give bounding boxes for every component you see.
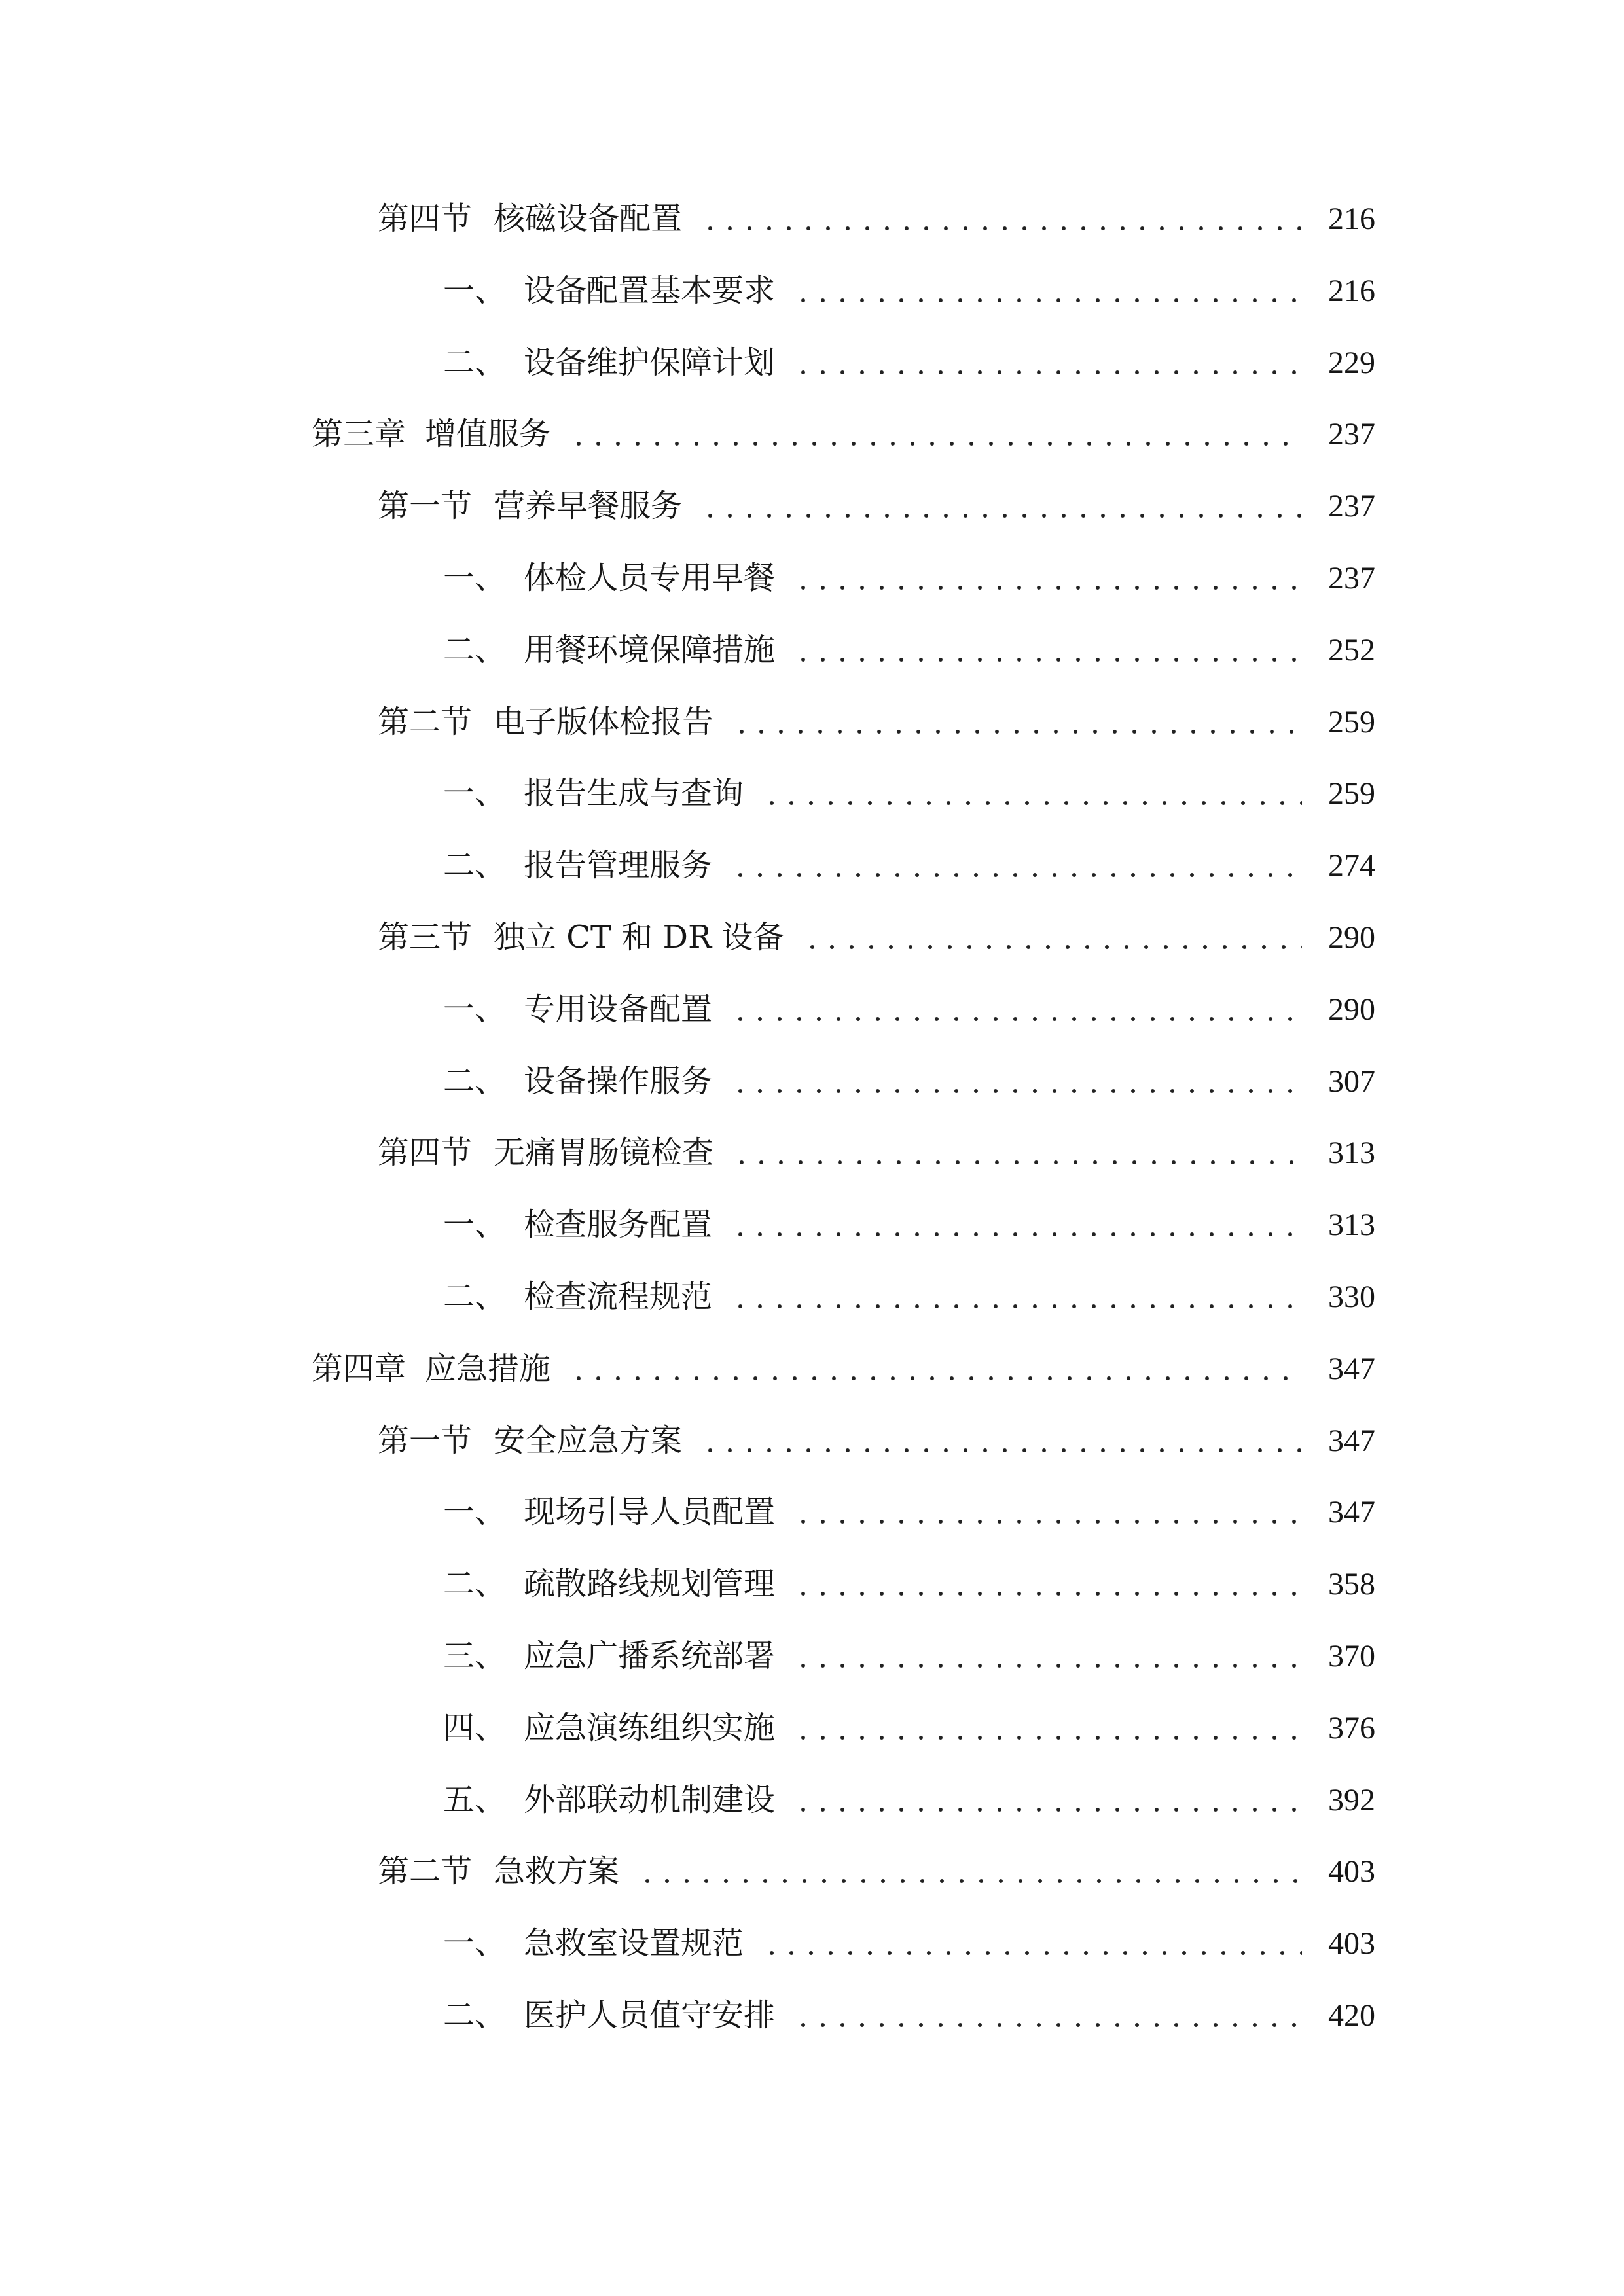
- toc-subsection-entry: [0, 1261, 1375, 1333]
- toc-section-entry: [0, 1117, 1375, 1189]
- entry-title: 外部联动机制建设: [524, 1781, 776, 1818]
- toc-section-entry: [0, 1405, 1375, 1477]
- toc-subsection-entry: [0, 1477, 1375, 1549]
- entry-page-number: 370: [1328, 1638, 1375, 1674]
- entry-title: 专用设备配置: [524, 990, 713, 1028]
- entry-number: 一、: [443, 1925, 507, 1962]
- dot-leader: [789, 1765, 1302, 1837]
- entry-number: 一、: [443, 990, 507, 1028]
- toc-subsection-entry: [0, 1621, 1375, 1693]
- entry-page-number: 259: [1328, 776, 1375, 812]
- dot-leader: [696, 1405, 1302, 1477]
- entry-page-number: 330: [1328, 1279, 1375, 1314]
- entry-page-number: 347: [1328, 1351, 1375, 1386]
- toc-section-entry: [0, 183, 1375, 255]
- entry-title: 设备配置基本要求: [524, 272, 776, 309]
- entry-title: 用餐环境保障措施: [524, 631, 776, 668]
- entry-title: 安全应急方案: [494, 1422, 683, 1459]
- entry-page-number: 237: [1328, 489, 1375, 524]
- entry-number: 二、: [443, 847, 507, 884]
- toc-subsection-entry: [0, 830, 1375, 902]
- dot-leader: [789, 1621, 1302, 1693]
- entry-page-number: 376: [1328, 1710, 1375, 1746]
- dot-leader: [789, 1477, 1302, 1549]
- entry-title: 设备维护保障计划: [524, 344, 776, 381]
- dot-leader: [727, 1261, 1302, 1333]
- entry-number: 第一节: [378, 1422, 473, 1459]
- toc-chapter-entry: [0, 399, 1375, 471]
- entry-title: 急救方案: [494, 1853, 620, 1890]
- entry-number: 四、: [443, 1709, 507, 1746]
- entry-title: 急救室设置规范: [524, 1925, 744, 1962]
- toc-subsection-entry: [0, 974, 1375, 1046]
- entry-number: 第三章: [312, 416, 406, 453]
- dot-leader: [728, 1117, 1302, 1189]
- entry-page-number: 237: [1328, 417, 1375, 452]
- entry-number: 第三节: [378, 918, 473, 956]
- entry-page-number: 290: [1328, 920, 1375, 955]
- entry-title: 检查流程规范: [524, 1278, 713, 1315]
- entry-title: 应急演练组织实施: [524, 1709, 776, 1746]
- entry-page-number: 229: [1328, 345, 1375, 380]
- toc-subsection-entry: [0, 255, 1375, 327]
- dot-leader: [789, 1980, 1302, 2052]
- toc-subsection-entry: [0, 615, 1375, 687]
- entry-number: 一、: [443, 1494, 507, 1531]
- entry-page-number: 313: [1328, 1208, 1375, 1243]
- entry-number: 第四节: [378, 200, 473, 237]
- entry-page-number: 274: [1328, 848, 1375, 884]
- dot-leader: [634, 1836, 1302, 1908]
- entry-number: 二、: [443, 631, 507, 668]
- entry-title: 核磁设备配置: [494, 200, 683, 237]
- entry-page-number: 216: [1328, 273, 1375, 308]
- entry-page-number: 252: [1328, 632, 1375, 668]
- toc-section-entry: [0, 687, 1375, 759]
- entry-number: 第二节: [378, 703, 473, 740]
- entry-page-number: 392: [1328, 1782, 1375, 1818]
- entry-title: 现场引导人员配置: [524, 1494, 776, 1531]
- entry-number: 三、: [443, 1637, 507, 1674]
- entry-page-number: 358: [1328, 1567, 1375, 1602]
- entry-page-number: 403: [1328, 1926, 1375, 1962]
- entry-title: 独立 CT 和 DR 设备: [494, 918, 785, 956]
- dot-leader: [789, 327, 1302, 399]
- entry-title: 应急广播系统部署: [524, 1637, 776, 1674]
- toc-subsection-entry: [0, 758, 1375, 830]
- dot-leader: [789, 1549, 1302, 1621]
- toc-subsection-entry: [0, 327, 1375, 399]
- entry-number: 一、: [443, 1206, 507, 1244]
- entry-page-number: 259: [1328, 704, 1375, 740]
- entry-number: 一、: [443, 559, 507, 596]
- toc-subsection-entry: [0, 1765, 1375, 1837]
- entry-number: 二、: [443, 1062, 507, 1100]
- table-of-contents: [0, 183, 1375, 2052]
- entry-title: 医护人员值守安排: [524, 1996, 776, 2034]
- dot-leader: [789, 255, 1302, 327]
- entry-title: 设备操作服务: [524, 1062, 713, 1100]
- entry-title: 营养早餐服务: [494, 488, 683, 525]
- entry-page-number: 307: [1328, 1064, 1375, 1099]
- toc-subsection-entry: [0, 1980, 1375, 2052]
- dot-leader: [727, 974, 1302, 1046]
- entry-page-number: 216: [1328, 202, 1375, 236]
- entry-page-number: 403: [1328, 1854, 1375, 1890]
- toc-chapter-entry: [0, 1333, 1375, 1405]
- entry-number: 第四节: [378, 1134, 473, 1172]
- dot-leader: [728, 687, 1302, 759]
- dot-leader: [727, 1046, 1302, 1118]
- dot-leader: [696, 471, 1302, 543]
- entry-number: 一、: [443, 272, 507, 309]
- entry-title: 应急措施: [425, 1350, 551, 1387]
- dot-leader: [799, 902, 1302, 974]
- dot-leader: [758, 758, 1302, 830]
- entry-number: 第二节: [378, 1853, 473, 1890]
- toc-subsection-entry: [0, 1908, 1375, 1980]
- entry-number: 一、: [443, 775, 507, 812]
- toc-section-entry: [0, 902, 1375, 974]
- entry-number: 二、: [443, 344, 507, 381]
- entry-number: 二、: [443, 1566, 507, 1603]
- entry-page-number: 347: [1328, 1495, 1375, 1530]
- entry-page-number: 237: [1328, 560, 1375, 596]
- entry-title: 电子版体检报告: [494, 703, 714, 740]
- dot-leader: [789, 615, 1302, 687]
- dot-leader: [727, 1189, 1302, 1261]
- entry-title: 报告管理服务: [524, 847, 713, 884]
- toc-subsection-entry: [0, 1189, 1375, 1261]
- entry-page-number: 347: [1328, 1423, 1375, 1458]
- dot-leader: [565, 1333, 1302, 1405]
- entry-page-number: 313: [1328, 1136, 1375, 1171]
- toc-section-entry: [0, 471, 1375, 543]
- toc-subsection-entry: [0, 1549, 1375, 1621]
- toc-subsection-entry: [0, 1046, 1375, 1118]
- toc-subsection-entry: [0, 543, 1375, 615]
- entry-page-number: 290: [1328, 992, 1375, 1027]
- entry-number: 二、: [443, 1278, 507, 1315]
- entry-title: 疏散路线规划管理: [524, 1566, 776, 1603]
- dot-leader: [565, 399, 1302, 471]
- toc-section-entry: [0, 1836, 1375, 1908]
- entry-title: 体检人员专用早餐: [524, 559, 776, 596]
- dot-leader: [758, 1908, 1302, 1980]
- toc-subsection-entry: [0, 1693, 1375, 1765]
- dot-leader: [696, 183, 1302, 255]
- entry-number: 第一节: [378, 488, 473, 525]
- entry-title: 报告生成与查询: [524, 775, 744, 812]
- entry-number: 五、: [443, 1781, 507, 1818]
- dot-leader: [789, 1693, 1302, 1765]
- dot-leader: [727, 830, 1302, 902]
- entry-number: 第四章: [312, 1350, 406, 1387]
- entry-title: 增值服务: [425, 416, 551, 453]
- entry-number: 二、: [443, 1996, 507, 2034]
- entry-title: 检查服务配置: [524, 1206, 713, 1244]
- dot-leader: [789, 543, 1302, 615]
- entry-title: 无痛胃肠镜检查: [494, 1134, 714, 1172]
- entry-page-number: 420: [1328, 1998, 1375, 2033]
